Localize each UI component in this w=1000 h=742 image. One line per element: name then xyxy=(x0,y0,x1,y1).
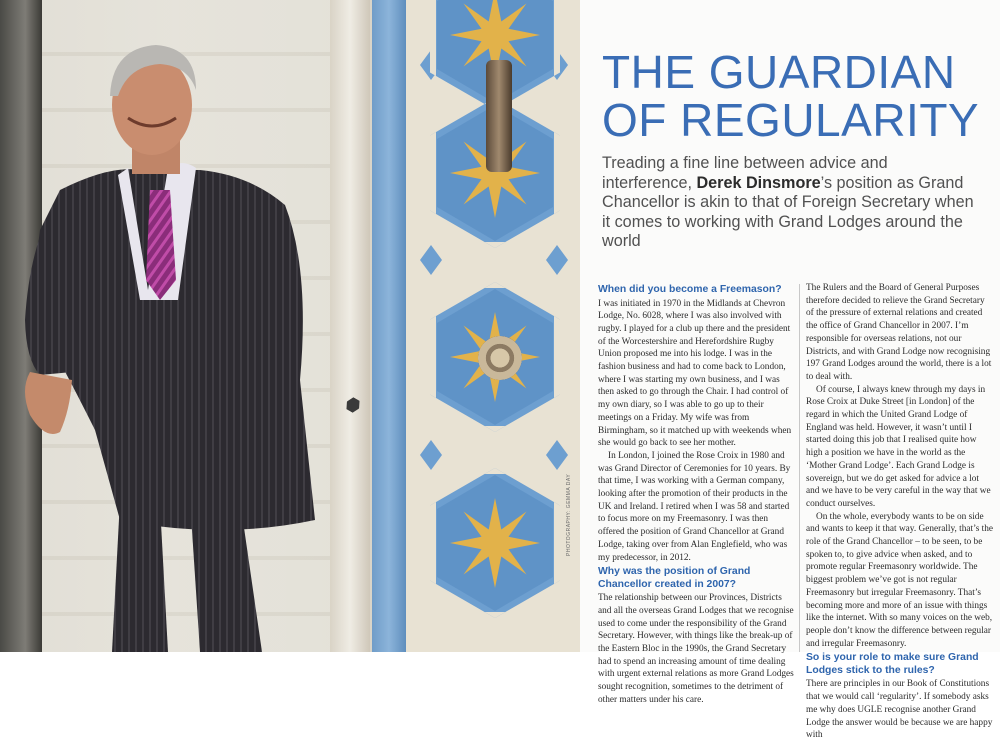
diamond-ornament xyxy=(420,440,442,470)
standfirst xyxy=(602,154,982,252)
door-blue-border xyxy=(372,0,406,652)
title-line-2: OF REGULARITY xyxy=(602,94,980,146)
title-line-1: THE GUARDIAN xyxy=(602,46,956,98)
diamond-ornament xyxy=(546,440,568,470)
paragraph: I was initiated in 1970 in the Midlands at Chevron Lodge, No. 6028, where I was also involved with rugby. I played for a club up there and the president of the Worcestershire and Herefordshire Rugby Union proposed me into his lodge. I was in the fashion business and had to come back to London, where I was starting my own business, and I was then asked to go through the Chair. I had control of my own diary, so I was able to go up to their meetings on a Friday. My wife was from Birmingham, so it matched up with weekends when she would go back to see her mother. xyxy=(598,298,792,449)
door-frame xyxy=(330,0,370,652)
question-heading: When did you become a Freemason? xyxy=(598,284,782,295)
article-page xyxy=(580,0,1000,741)
star-tile xyxy=(430,468,560,618)
column-divider xyxy=(799,284,800,652)
diamond-ornament xyxy=(420,245,442,275)
paragraph: In London, I joined the Rose Croix in 1980 and was Grand Director of Ceremonies for 10 years. By that time, I was working with a German company, looking after the promotion of their products in the UK and Ireland. I retired when I was 58 and started to focus more on my Freemasonry. I was then offered the position of Grand Chancellor at Grand Lodge, taking over from Alan Englefield, who was my predecessor, in 2012. xyxy=(598,450,791,563)
standfirst-name: Derek Dinsmore xyxy=(696,173,821,192)
door-handle xyxy=(486,60,512,172)
door-rosette xyxy=(478,336,522,380)
question-heading: So is your role to make sure Grand Lodges stick to the rules? xyxy=(806,652,979,676)
photo-credit: PHOTOGRAPHY: GEMMA DAY xyxy=(566,473,572,556)
paragraph: Of course, I always knew through my days in Rose Croix at Duke Street [in London] of the regard in which the United Grand Lodge of England was held. However, it wasn’t until I started doing this job that I realised quite how high a position we have in the world as the ‘Mother Grand Lodge’. Each Grand Lodge is sovereign, but we do get asked for advice a lot and we have to be very careful in the way that we conduct ourselves. xyxy=(806,384,991,509)
paragraph: The relationship between our Provinces, Districts and all the overseas Grand Lodges that we recognise used to come under the responsibility of the Grand Secretary. However, with things like the break-up of the Eastern Bloc in the 1990s, the Grand Secretary had to spend an increasing amount of time dealing with urgent external relations as more Grand Lodges sought recognition, sometimes to the detriment of other matters under his care. xyxy=(598,593,794,705)
hand xyxy=(25,372,72,434)
question-heading: Why was the position of Grand Chancellor created in 2007? xyxy=(598,566,751,590)
text-column-2 xyxy=(806,282,994,742)
diamond-ornament xyxy=(546,245,568,275)
portrait-figure xyxy=(0,0,330,652)
paragraph: There are principles in our Book of Constitutions that we would call ‘regularity’. If somebody asks me why does UGLE recognise another Grand Lodge the answer would be because we are happy with xyxy=(806,679,993,741)
standfirst-rest: ’s position as Grand Chancellor is akin to that of Foreign Secretary when it comes to working with Grand Lodges around the world xyxy=(602,173,974,250)
paragraph: The Rulers and the Board of General Purposes therefore decided to relieve the Grand Secretary of the pressure of external relations and created the office of Grand Chancellor in 2007. I’m responsible for overseas relations, not our Districts, and with Grand Lodge now recognising 197 Grand Lodges around the world, there is a lot to deal with. xyxy=(806,283,992,382)
article-title xyxy=(602,48,994,144)
star-icon xyxy=(450,498,540,588)
text-column-1 xyxy=(598,282,794,707)
standfirst-lead: Treading a fine line between advice and interference, xyxy=(602,154,888,192)
paragraph: On the whole, everybody wants to be on side and wants to keep it that way. Generally, that’s the role of the Grand Chancellor – to be seen, to be spoken to, to give advice when asked, and to promote regular Freemasonry worldwide. The biggest problem we’ve got is not regular Freemasonry but irregular Freemasonry. That’s becoming more and more of an issue with things like the internet. With so many voices on the web, people don’t know the difference between regular and irregular Freemasonry. xyxy=(806,511,993,649)
